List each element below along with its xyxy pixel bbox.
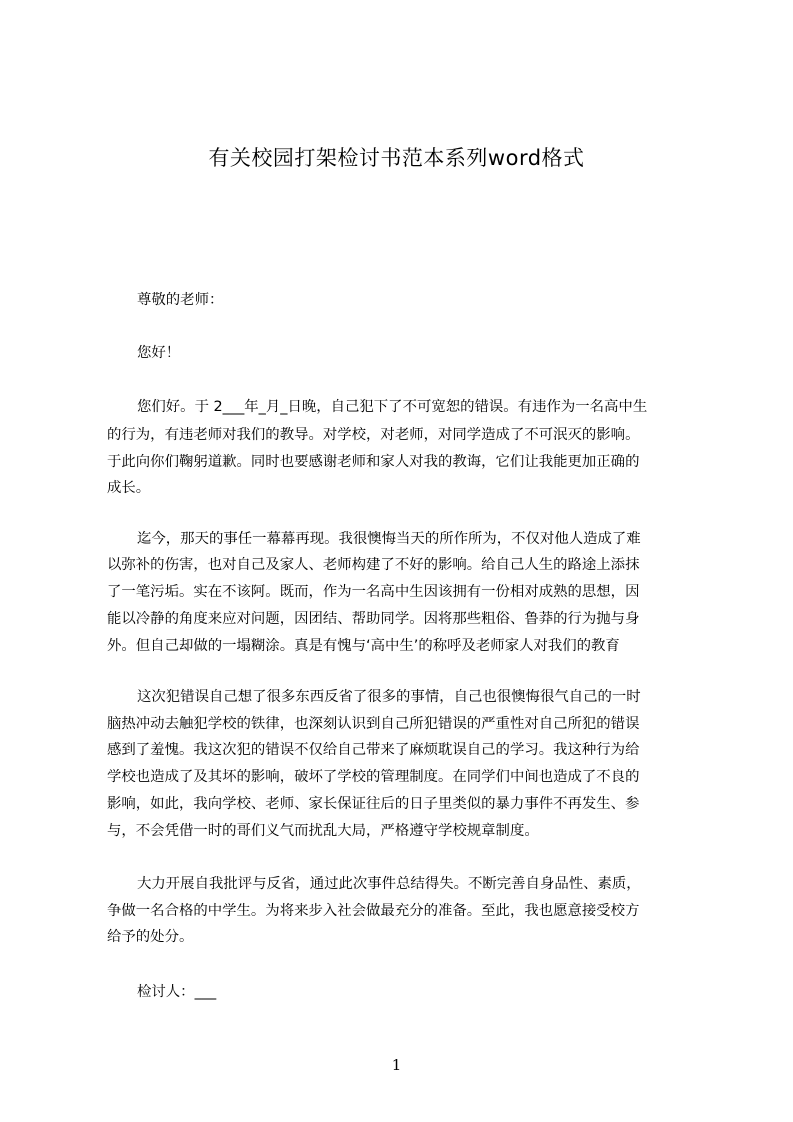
paragraph-3-line-3: 感到了羞愧。我这次犯的错误不仅给自己带来了麻烦耽误自己的学习。我这种行为给 — [107, 742, 640, 758]
paragraph-4-line-1: 大力开展自我批评与反省，通过此次事件总结得失。不断完善自身品性、素质， — [137, 876, 641, 892]
paragraph-1-line-2: 的行为，有违老师对我们的教导。对学校，对老师，对同学造成了不可泯灭的影响。 — [107, 427, 640, 443]
page-number: 1 — [391, 1056, 402, 1074]
paragraph-1-line-4: 成长。 — [107, 480, 151, 496]
paragraph-2-line-3: 了一笔污垢。实在不该阿。既而，作为一名高中生因该拥有一份相对成熟的思想，因 — [107, 584, 640, 600]
paragraph-3-line-5: 影响，如此，我向学校、老师、家长保证往后的日子里类似的暴力事件不再发生、参 — [107, 796, 640, 812]
paragraph-2-line-2: 以弥补的伤害，也对自己及家人、老师构建了不好的影响。给自己人生的路途上添抹 — [107, 557, 640, 573]
paragraph-4-line-2: 争做一名合格的中学生。为将来步入社会做最充分的准备。至此，我也愿意接受校方 — [107, 903, 640, 919]
paragraph-3-line-6: 与，不会凭借一时的哥们义气而扰乱大局，严格遵守学校规章制度。 — [107, 823, 539, 839]
paragraph-2-line-5: 外。但自己却做的一塌糊涂。真是有愧与‘高中生’的称呼及老师家人对我们的教育 — [107, 638, 620, 654]
salutation: 尊敬的老师： — [137, 292, 224, 308]
greeting: 您好！ — [137, 345, 181, 361]
signature: 检讨人：___ — [137, 984, 217, 1000]
paragraph-3-line-1: 这次犯错误自己想了很多东西反省了很多的事情，自己也很懊悔很气自己的一时 — [137, 689, 641, 705]
document-title: 有关校园打架检讨书范本系列word格式 — [208, 146, 585, 170]
paragraph-2-line-4: 能以冷静的角度来应对问题，因团结、帮助同学。因将那些粗俗、鲁莽的行为抛与身 — [107, 611, 640, 627]
paragraph-3-line-2: 脑热冲动去触犯学校的铁律，也深刻认识到自己所犯错误的严重性对自己所犯的错误 — [107, 716, 640, 732]
paragraph-4-line-3: 给予的处分。 — [107, 929, 194, 945]
paragraph-1-line-3: 于此向你们鞠躬道歉。同时也要感谢老师和家人对我的教诲，它们让我能更加正确的 — [107, 454, 640, 470]
paragraph-1-line-1: 您们好。于 2___年_月_日晚，自己犯下了不可宽恕的错误。有违作为一名高中生 — [137, 399, 648, 415]
paragraph-2-line-1: 迄今，那天的事任一幕幕再现。我很懊悔当天的所作所为，不仅对他人造成了难 — [137, 531, 641, 547]
paragraph-3-line-4: 学校也造成了及其坏的影响，破坏了学校的管理制度。在同学们中间也造成了不良的 — [107, 769, 640, 785]
